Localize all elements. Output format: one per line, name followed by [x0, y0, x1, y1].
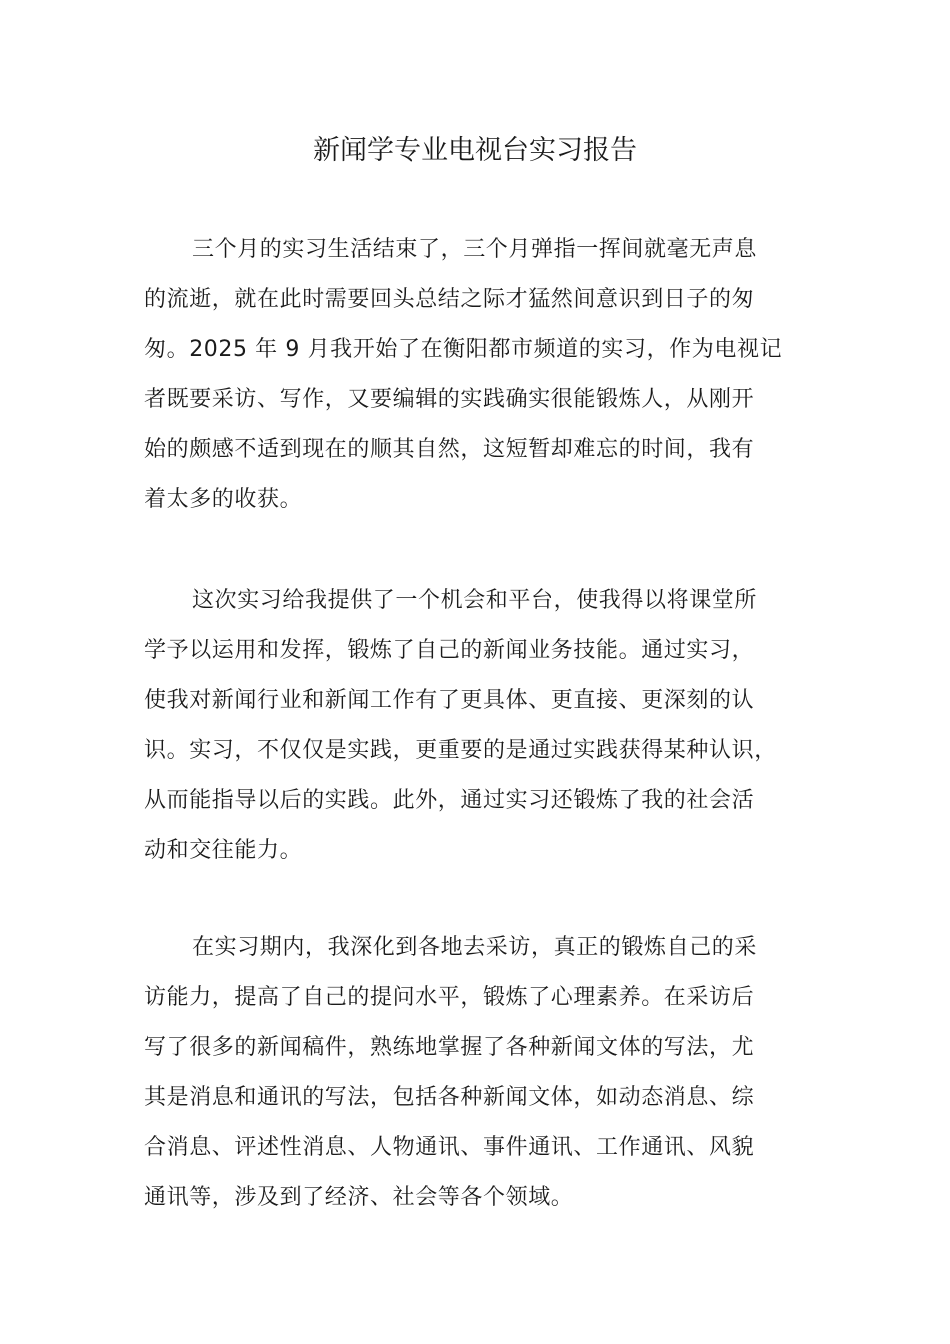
paragraph-line: 着太多的收获。 [144, 487, 303, 512]
paragraph-line: 者既要采访、写作，又要编辑的实践确实很能锻炼人，从刚开 [144, 387, 755, 412]
document-title: 新闻学专业电视台实习报告 [313, 135, 637, 166]
paragraph-line: 学予以运用和发挥，锻炼了自己的新闻业务技能。通过实习， [144, 638, 755, 663]
paragraph-2 [144, 576, 816, 876]
paragraph-line: 在实习期内，我深化到各地去采访，真正的锻炼自己的采 [192, 935, 758, 960]
paragraph-line: 三个月的实习生活结束了，三个月弹指一挥间就毫无声息 [192, 237, 758, 262]
paragraph-line: 这次实习给我提供了一个机会和平台，使我得以将课堂所 [192, 588, 758, 613]
paragraph-line: 始的颇感不适到现在的顺其自然，这短暂却难忘的时间，我有 [144, 437, 755, 462]
paragraph-line: 的流逝，就在此时需要回头总结之际才猛然间意识到日子的匆 [144, 287, 755, 312]
paragraph-3 [144, 923, 816, 1223]
paragraph-line: 匆。2025 年 9 月我开始了在衡阳都市频道的实习，作为电视记 [144, 337, 783, 362]
paragraph-line: 动和交往能力。 [144, 838, 303, 863]
paragraph-line: 写了很多的新闻稿件，熟练地掌握了各种新闻文体的写法，尤 [144, 1035, 755, 1060]
paragraph-1 [144, 225, 816, 525]
paragraph-line: 合消息、评述性消息、人物通讯、事件通讯、工作通讯、风貌 [144, 1135, 755, 1160]
paragraph-line: 从而能指导以后的实践。此外，通过实习还锻炼了我的社会活 [144, 788, 755, 813]
paragraph-line: 访能力，提高了自己的提问水平，锻炼了心理素养。在采访后 [144, 985, 755, 1010]
paragraph-line: 通讯等，涉及到了经济、社会等各个领域。 [144, 1185, 574, 1210]
paragraph-line: 使我对新闻行业和新闻工作有了更具体、更直接、更深刻的认 [144, 688, 755, 713]
paragraph-line: 识。实习，不仅仅是实践，更重要的是通过实践获得某种认识， [144, 738, 777, 763]
paragraph-line: 其是消息和通讯的写法，包括各种新闻文体，如动态消息、综 [144, 1085, 755, 1110]
